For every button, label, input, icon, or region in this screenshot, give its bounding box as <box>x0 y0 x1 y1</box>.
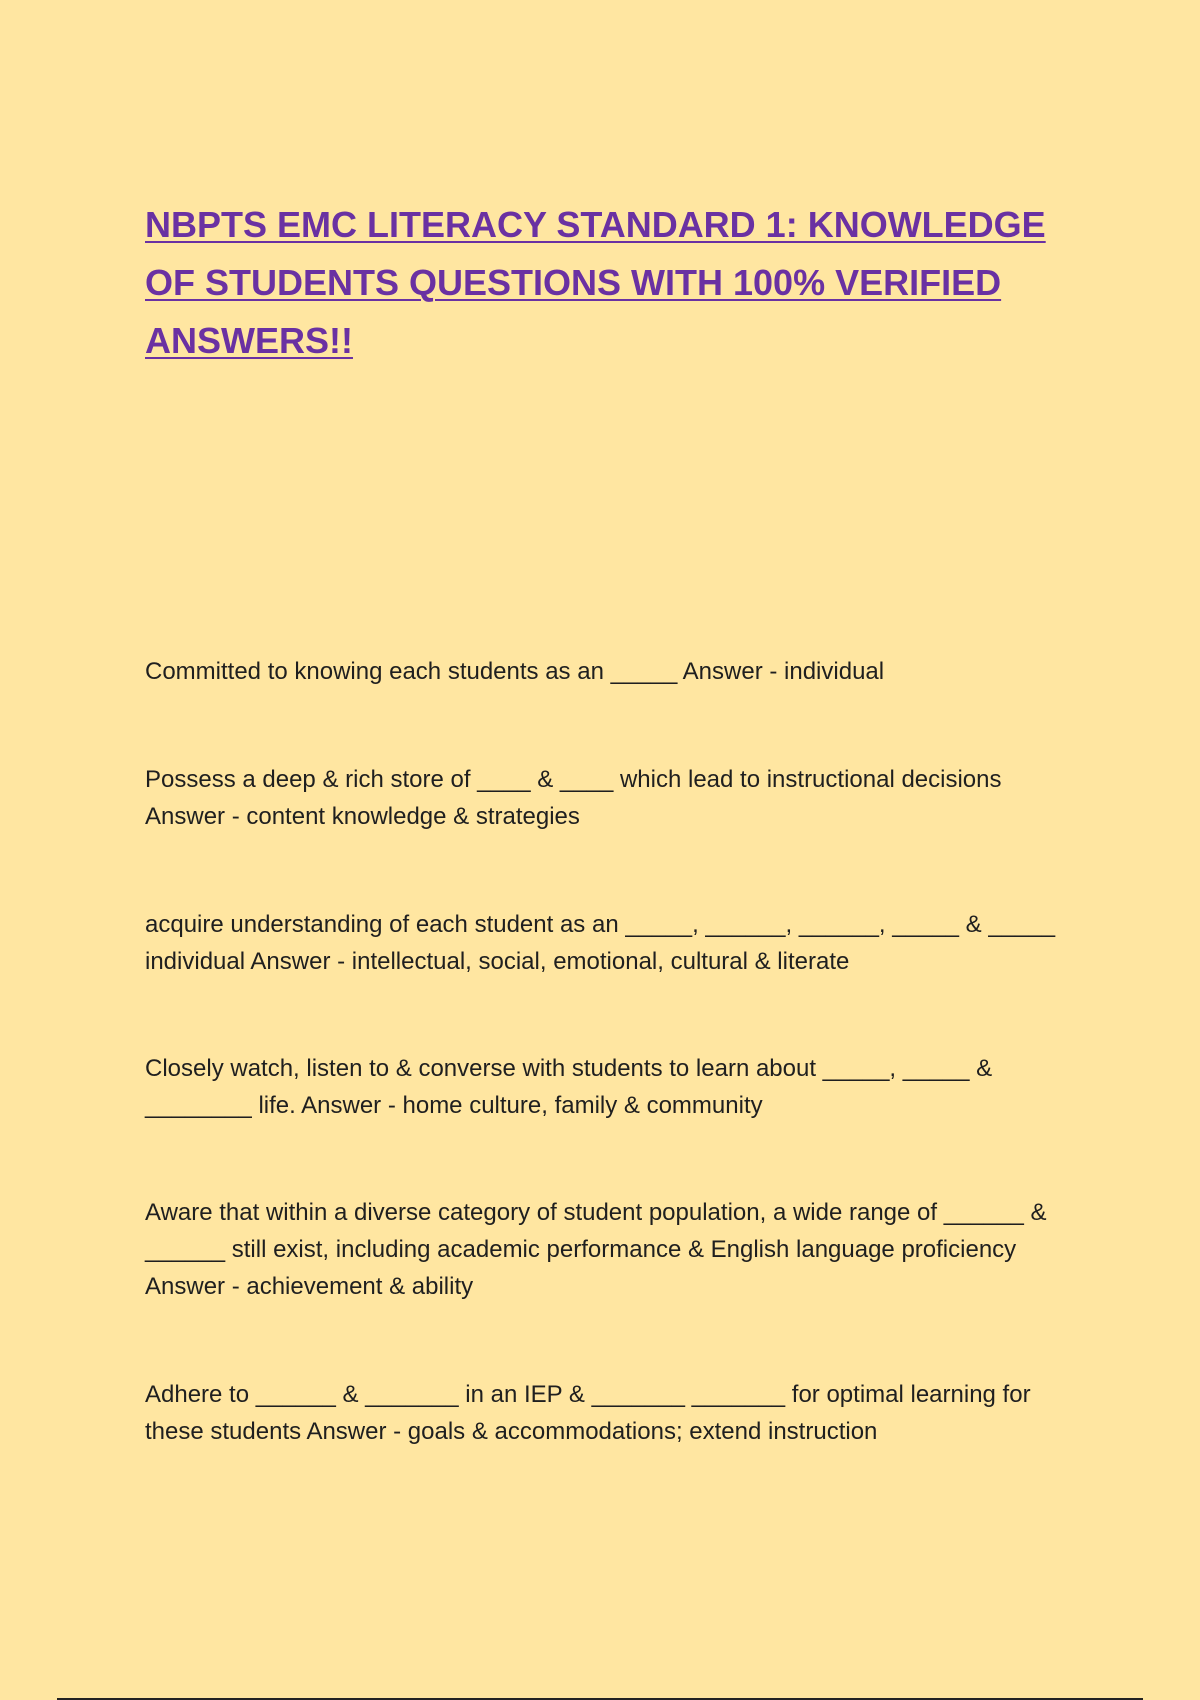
document-title: NBPTS EMC LITERACY STANDARD 1: KNOWLEDGE OF STUDENTS QUESTIONS WITH 100% VERIFIED ANSWERS!! <box>145 204 1046 361</box>
question-answer-3: acquire understanding of each student as an _____, ______, ______, _____ & _____ individual Answer - intellectual, social, emotional, cultural & literate <box>145 911 1056 975</box>
question-answer-5: Aware that within a diverse category of student population, a wide range of ______ & ______ still exist, including academic performance & English language proficiency Answer - achievement & ability <box>145 1199 1047 1300</box>
question-answer-6: Adhere to ______ & _______ in an IEP & _______ _______ for optimal learning for these students Answer - goals & accommodations; extend instruction <box>145 1381 1031 1445</box>
question-answer-2: Possess a deep & rich store of ____ & ____ which lead to instructional decisions Answer - content knowledge & strategies <box>145 766 1002 830</box>
question-answer-4: Closely watch, listen to & converse with students to learn about _____, _____ & ________ life. Answer - home culture, family & community <box>145 1055 993 1119</box>
question-answer-1: Committed to knowing each students as an _____ Answer - individual <box>145 658 885 685</box>
